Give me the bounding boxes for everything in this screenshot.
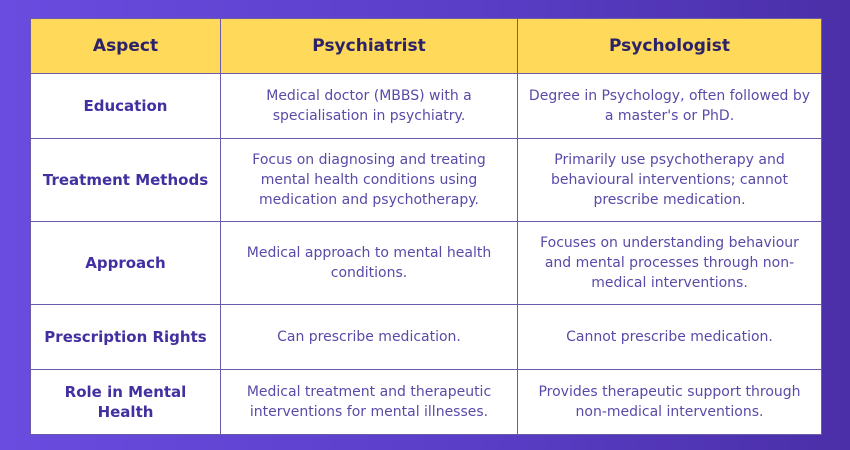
aspect-cell: Approach [31, 222, 221, 305]
psychologist-cell: Primarily use psychotherapy and behavioural interventions; cannot prescribe medication. [518, 139, 822, 222]
comparison-table-container [30, 18, 821, 435]
aspect-cell: Prescription Rights [31, 305, 221, 370]
psychiatrist-cell: Focus on diagnosing and treating mental health conditions using medication and psychotherapy. [221, 139, 518, 222]
header-aspect: Aspect [31, 19, 221, 74]
table-row [31, 222, 822, 305]
comparison-table [30, 18, 822, 435]
table-row [31, 370, 822, 435]
psychiatrist-cell: Medical approach to mental health conditions. [221, 222, 518, 305]
psychologist-cell: Provides therapeutic support through non-medical interventions. [518, 370, 822, 435]
table-row [31, 305, 822, 370]
aspect-cell: Education [31, 74, 221, 139]
psychiatrist-cell: Medical treatment and therapeutic interventions for mental illnesses. [221, 370, 518, 435]
psychiatrist-cell: Can prescribe medication. [221, 305, 518, 370]
table-row [31, 74, 822, 139]
psychologist-cell: Degree in Psychology, often followed by a master's or PhD. [518, 74, 822, 139]
aspect-cell: Treatment Methods [31, 139, 221, 222]
aspect-cell: Role in Mental Health [31, 370, 221, 435]
psychologist-cell: Focuses on understanding behaviour and mental processes through non-medical interventions. [518, 222, 822, 305]
header-psychiatrist: Psychiatrist [221, 19, 518, 74]
header-psychologist: Psychologist [518, 19, 822, 74]
table-row [31, 139, 822, 222]
table-header-row [31, 19, 822, 74]
psychiatrist-cell: Medical doctor (MBBS) with a specialisation in psychiatry. [221, 74, 518, 139]
psychologist-cell: Cannot prescribe medication. [518, 305, 822, 370]
